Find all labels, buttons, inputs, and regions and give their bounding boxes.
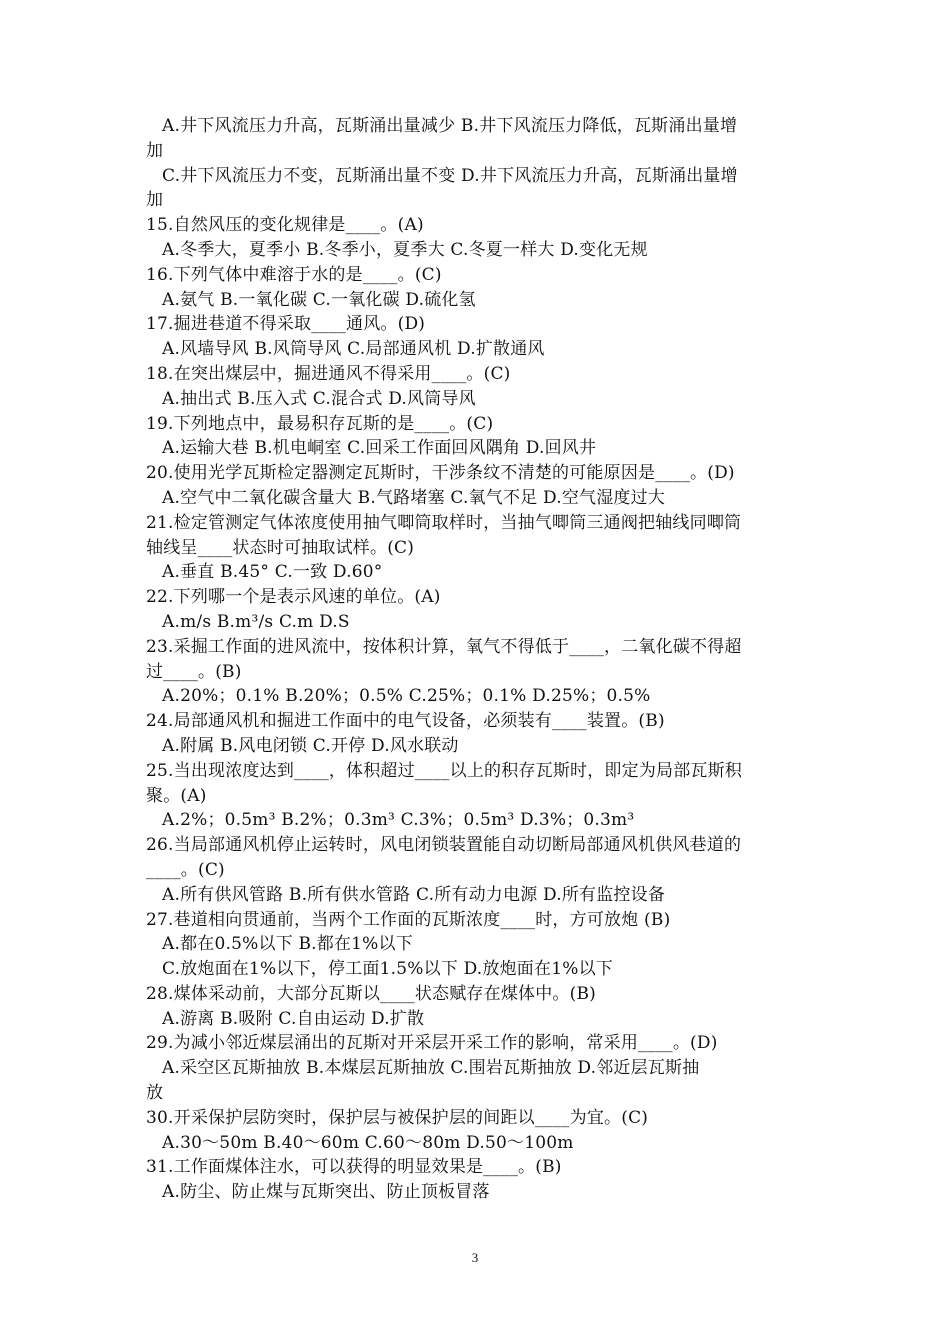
question-line: 31.工作面煤体注水，可以获得的明显效果是____。(B) — [146, 1157, 562, 1178]
question-line: 26.当局部通风机停止运转时，风电闭锁装置能自动切断局部通风机供风巷道的 — [146, 835, 742, 856]
question-line: 15.自然风压的变化规律是____。(A) — [146, 215, 424, 236]
answer-options-line: A.防尘、防止煤与瓦斯突出、防止顶板冒落 — [162, 1182, 490, 1203]
question-line: 18.在突出煤层中，掘进通风不得采用____。(C) — [146, 363, 511, 384]
answer-options-line: A.游离 B.吸附 C.自由运动 D.扩散 — [162, 1008, 425, 1029]
question-line: 22.下列哪一个是表示风速的单位。(A) — [146, 587, 441, 608]
question-line: 17.掘进巷道不得采取____通风。(D) — [146, 314, 426, 335]
answer-options-line: A.附属 B.风电闭锁 C.开停 D.风水联动 — [162, 735, 459, 756]
question-line: 25.当出现浓度达到____，体积超过____以上的积存瓦斯时，即定为局部瓦斯积 — [146, 760, 743, 781]
question-line: 过____。(B) — [146, 661, 242, 682]
document-body — [146, 114, 811, 1205]
question-line: 28.煤体采动前，大部分瓦斯以____状态赋存在煤体中。(B) — [146, 983, 596, 1004]
question-line: 聚。(A) — [146, 785, 207, 806]
question-line: 19.下列地点中，最易积存瓦斯的是____。(C) — [146, 413, 494, 434]
question-line: 24.局部通风机和掘进工作面中的电气设备，必须装有____装置。(B) — [146, 711, 665, 732]
answer-options-line: A.抽出式 B.压入式 C.混合式 D.风筒导风 — [162, 388, 476, 409]
answer-options-line: A.都在0.5%以下 B.都在1%以下 — [162, 934, 413, 955]
question-line: 20.使用光学瓦斯检定器测定瓦斯时，干涉条纹不清楚的可能原因是____。(D) — [146, 463, 735, 484]
question-line: 29.为减小邻近煤层涌出的瓦斯对开采层开采工作的影响，常采用____。(D) — [146, 1033, 718, 1054]
question-line: 23.采掘工作面的进风流中，按体积计算，氧气不得低于____，二氧化碳不得超 — [146, 636, 742, 657]
answer-options-line: A.垂直 B.45° C.一致 D.60° — [162, 562, 383, 583]
question-line: ____。(C) — [146, 859, 225, 880]
answer-options-line: A.30～50m B.40～60m C.60～80m D.50～100m — [162, 1132, 574, 1153]
question-line: 加 — [146, 190, 164, 211]
answer-options-line: A.氨气 B.一氧化碳 C.一氧化碳 D.硫化氢 — [162, 289, 476, 310]
answer-options-line: A.风墙导风 B.风筒导风 C.局部通风机 D.扩散通风 — [162, 339, 545, 360]
answer-options-line: A.m/s B.m³/s C.m D.S — [162, 611, 350, 632]
question-line: 16.下列气体中难溶于水的是____。(C) — [146, 264, 442, 285]
answer-options-line: A.运输大巷 B.机电峒室 C.回采工作面回风隅角 D.回风井 — [162, 438, 597, 459]
question-line: 轴线呈____状态时可抽取试样。(C) — [146, 537, 415, 558]
question-line: 27.巷道相向贯通前，当两个工作面的瓦斯浓度____时，方可放炮 (B) — [146, 909, 671, 930]
answer-options-line: C.井下风流压力不变，瓦斯涌出量不变 D.井下风流压力升高，瓦斯涌出量增 — [162, 165, 738, 186]
answer-options-line: A.采空区瓦斯抽放 B.本煤层瓦斯抽放 C.围岩瓦斯抽放 D.邻近层瓦斯抽 — [162, 1058, 700, 1079]
answer-options-line: C.放炮面在1%以下，停工面1.5%以下 D.放炮面在1%以下 — [162, 959, 613, 980]
answer-options-line: A.所有供风管路 B.所有供水管路 C.所有动力电源 D.所有监控设备 — [162, 884, 666, 905]
question-line: 21.检定管测定气体浓度使用抽气唧筒取样时，当抽气唧筒三通阀把轴线同唧筒 — [146, 512, 742, 533]
question-line: 30.开采保护层防突时，保护层与被保护层的间距以____为宜。(C) — [146, 1107, 649, 1128]
answer-options-line: A.20%；0.1% B.20%；0.5% C.25%；0.1% D.25%；0.5% — [162, 686, 651, 707]
answer-options-line: A.井下风流压力升高，瓦斯涌出量减少 B.井下风流压力降低，瓦斯涌出量增 — [162, 116, 738, 136]
answer-options-line: A.2%；0.5m³ B.2%；0.3m³ C.3%；0.5m³ D.3%；0.3m³ — [162, 810, 635, 831]
question-line: 放 — [146, 1083, 164, 1104]
page-number: 3 — [471, 1250, 479, 1265]
question-line: 加 — [146, 140, 164, 161]
answer-options-line: A.冬季大，夏季小 B.冬季小，夏季大 C.冬夏一样大 D.变化无规 — [162, 239, 648, 260]
answer-options-line: A.空气中二氧化碳含量大 B.气路堵塞 C.氧气不足 D.空气湿度过大 — [162, 487, 666, 508]
